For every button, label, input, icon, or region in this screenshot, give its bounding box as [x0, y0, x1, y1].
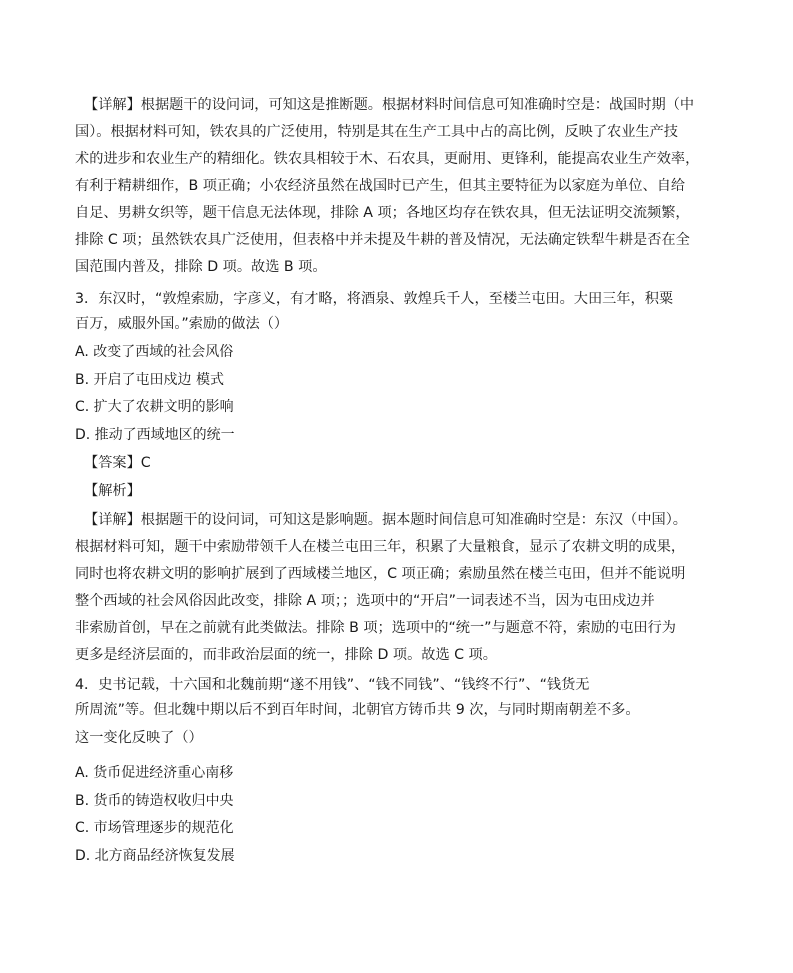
option-a: A. 改变了西域的社会风俗 — [75, 344, 234, 360]
explanation-line: 更多是经济层面的，而非政治层面的统一，排除 D 项。故选 C 项。 — [75, 647, 497, 663]
option-d: D. 北方商品经济恢复发展 — [75, 848, 235, 864]
option-b: B. 开启了屯田戍边 模式 — [75, 372, 224, 388]
explanation-line: 国）。根据材料可知，铁农具的广泛使用，特别是其在生产工具中占的高比例，反映了农业生产技 — [75, 124, 678, 140]
analysis-label: 【解析】 — [84, 483, 141, 499]
option-b: B. 货币的铸造权收归中央 — [75, 793, 234, 809]
explanation-line: 术的进步和农业生产的精细化。铁农具相较于木、石农具，更耐用、更锋利，能提高农业生产效率， — [75, 151, 700, 167]
explanation-line: 【详解】根据题干的设问词，可知这是影响题。据本题时间信息可知准确时空是：东汉（中国）。 — [84, 512, 687, 528]
question-stem-line: 这一变化反映了（） — [75, 730, 203, 746]
explanation-line: 自足、男耕女织等，题干信息无法体现，排除 A 项；各地区均存在铁农具，但无法证明交流频繁， — [75, 205, 690, 221]
explanation-line: 国范围内普及，排除 D 项。故选 B 项。 — [75, 259, 327, 275]
answer-label: 【答案】C — [84, 455, 151, 471]
option-c: C. 市场管理逐步的规范化 — [75, 820, 234, 836]
question-stem-line: 所周流”等。但北魏中期以后不到百年时间，北朝官方铸币共 9 次，与同时期南朝差不多。 — [75, 702, 640, 718]
explanation-line: 同时也将农耕文明的影响扩展到了西域楼兰地区，C 项正确；索励虽然在楼兰屯田，但并不能说明 — [75, 566, 686, 582]
explanation-line: 整个西域的社会风俗因此改变，排除 A 项；；选项中的“开启”一词表述不当，因为屯田戍边并 — [75, 593, 655, 609]
question-stem-line: 4．史书记载，十六国和北魏前期“遂不用钱”、“钱不同钱”、“钱终不行”、“钱货无 — [75, 677, 590, 693]
explanation-line: 【详解】根据题干的设问词，可知这是推断题。根据材料时间信息可知准确时空是：战国时期（中 — [84, 97, 695, 113]
option-c: C. 扩大了农耕文明的影响 — [75, 399, 234, 415]
question-stem-line: 百万，威服外国。”索励的做法（） — [75, 316, 289, 332]
question-stem-line: 3．东汉时，“敦煌索励，字彦义，有才略，将酒泉、敦煌兵千人，至楼兰屯田。大田三年，积粟 — [75, 291, 674, 307]
option-d: D. 推动了西域地区的统一 — [75, 427, 235, 443]
explanation-line: 根据材料可知，题干中索励带领千人在楼兰屯田三年，积累了大量粮食，显示了农耕文明的成果， — [75, 539, 686, 555]
explanation-line: 排除 C 项；虽然铁农具广泛使用，但表格中并未提及牛耕的普及情况，无法确定铁犁牛耕是否在全 — [75, 232, 690, 248]
option-a: A. 货币促进经济重心南移 — [75, 765, 234, 781]
explanation-line: 有利于精耕细作，B 项正确；小农经济虽然在战国时已产生，但其主要特征为以家庭为单位、自给 — [75, 178, 686, 194]
explanation-line: 非索励首创，早在之前就有此类做法。排除 B 项；选项中的“统一”与题意不符，索励的屯田行为 — [75, 620, 676, 636]
